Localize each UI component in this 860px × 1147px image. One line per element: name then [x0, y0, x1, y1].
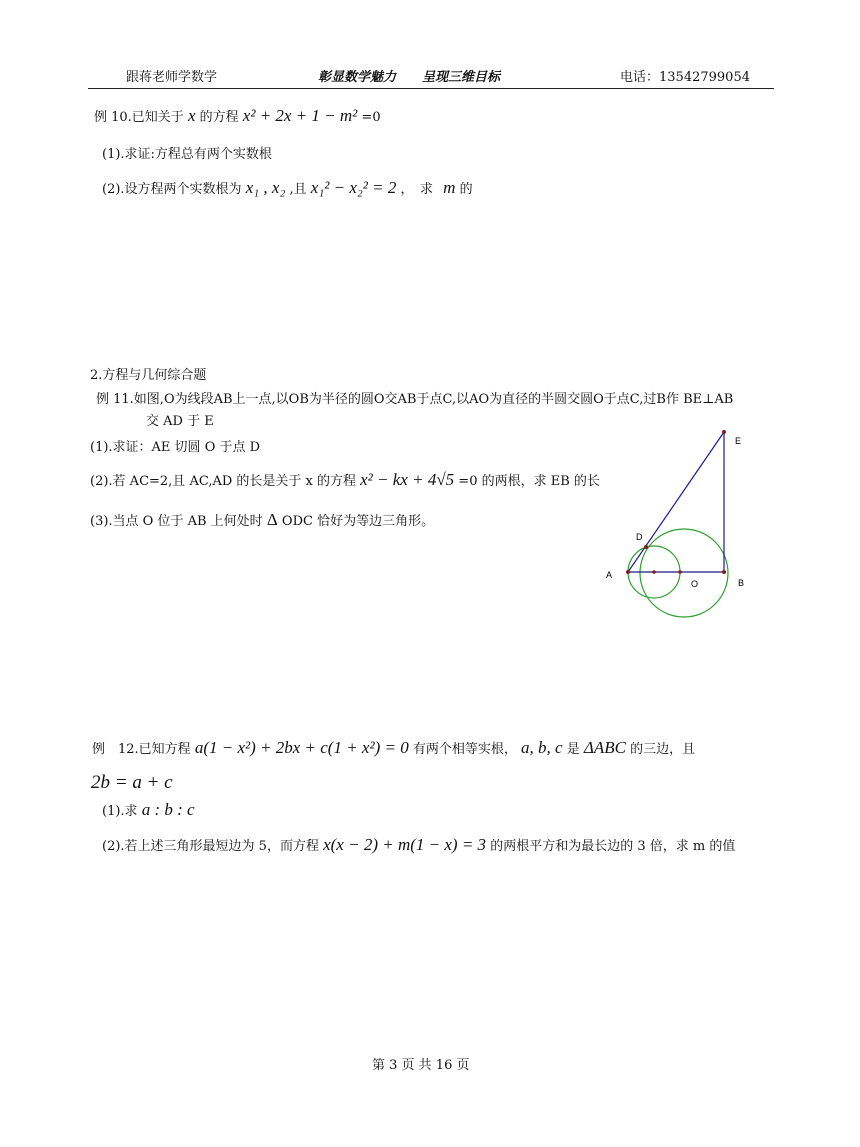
ex12-q2-prefix: (2).若上述三角形最短边为 5，而方程	[102, 839, 319, 854]
label-d: D	[636, 532, 643, 542]
point-d	[644, 545, 648, 549]
ex12-q1-ratio: a : b : c	[141, 800, 195, 819]
ex12-is: 是	[566, 742, 580, 757]
ex10-question-2	[102, 178, 473, 198]
ex11-q3-prefix: (3).当点 O 位于 AB 上何处时	[90, 514, 263, 529]
ex11-q2-eq: x² − kx + 4√5	[360, 470, 455, 489]
ex12-q2-eq: x(x − 2) + m(1 − x) = 3	[323, 835, 487, 854]
geometry-figure	[596, 424, 766, 624]
ex11-question-3	[90, 510, 434, 530]
label-a: A	[606, 570, 613, 580]
ex10-q2-cond: x₁² − x₂² = 2	[310, 178, 397, 197]
point-e	[722, 430, 726, 434]
header-rule	[88, 88, 774, 89]
ex10-prefix: 例 10.已知关于	[94, 110, 184, 125]
label-b: B	[738, 578, 745, 588]
ex11-q3-tail: ODC 恰好为等边三角形。	[281, 514, 435, 529]
ex10-question-1: (1).求证:方程总有两个实数根	[102, 147, 272, 162]
ex12-vars: a, b, c	[521, 738, 563, 757]
header-right: 电话：13542799054	[620, 70, 750, 85]
ex12-triangle: ΔABC	[583, 738, 626, 757]
ex12-condition: 2b = a + c	[91, 772, 173, 793]
ex11-q2-prefix: (2).若 AC=2,且 AC,AD 的长是关于 x 的方程	[90, 474, 356, 489]
ex10-eq-tail: =0	[361, 110, 381, 125]
point-b	[722, 570, 726, 574]
ex10-var-x: x	[187, 106, 196, 125]
ex10-q2-roots: x₁ , x₂	[245, 178, 286, 197]
ex11-line-2: 交 AD 于 E	[146, 414, 214, 429]
header-left: 跟蒋老师学数学	[126, 70, 218, 85]
ex12-q2-tail: 的两根平方和为最长边的 3 倍，求 m 的值	[490, 839, 736, 854]
ex11-q3-triangle: Δ	[266, 510, 278, 529]
ex10-equation: x² + 2x + 1 − m²	[242, 106, 358, 125]
ex12-q1-prefix: (1).求	[102, 804, 138, 819]
point-a	[626, 570, 630, 574]
ex10-q2-mid: ,且	[289, 182, 307, 197]
ex12-prefix: 例 12.已知方程	[92, 742, 191, 757]
ex10-mid: 的方程	[199, 110, 239, 125]
ex11-line-1: 例 11.如图,O为线段AB上一点,以OB为半径的圆O交AB于点C,以AO为直径的半圆交圆O于点C,过B作 BE⊥AB	[96, 392, 734, 407]
page-footer: 第 3 页 共 16 页	[372, 1058, 470, 1073]
ex12-tail: 的三边，且	[630, 742, 696, 757]
ex12-line-1	[92, 738, 695, 758]
segment-ae	[628, 432, 724, 572]
header-center: 彰显数学魅力 呈现三维目标	[318, 70, 501, 85]
point-c	[678, 570, 682, 574]
point-center-small	[652, 570, 656, 574]
ex11-question-2	[90, 470, 600, 490]
label-o: O	[691, 579, 699, 589]
section-2-title: 2.方程与几何综合题	[90, 368, 207, 383]
ex12-equation: a(1 − x²) + 2bx + c(1 + x²) = 0	[194, 738, 409, 757]
example-10-line	[94, 106, 381, 126]
ex10-q2-end: 的	[459, 182, 473, 197]
ex11-q2-tail: =0 的两根，求 EB 的长	[458, 474, 600, 489]
ex12-question-1	[102, 800, 195, 820]
ex10-q2-tail: ， 求	[400, 182, 434, 197]
ex10-q2-m: m	[443, 178, 456, 197]
ex12-mid: 有两个相等实根，	[412, 742, 517, 757]
ex11-question-1: (1).求证：AE 切圆 O 于点 D	[90, 440, 261, 455]
ex10-q2-prefix: (2).设方程两个实数根为	[102, 182, 242, 197]
label-e: E	[735, 436, 742, 446]
ex12-question-2	[102, 835, 735, 855]
